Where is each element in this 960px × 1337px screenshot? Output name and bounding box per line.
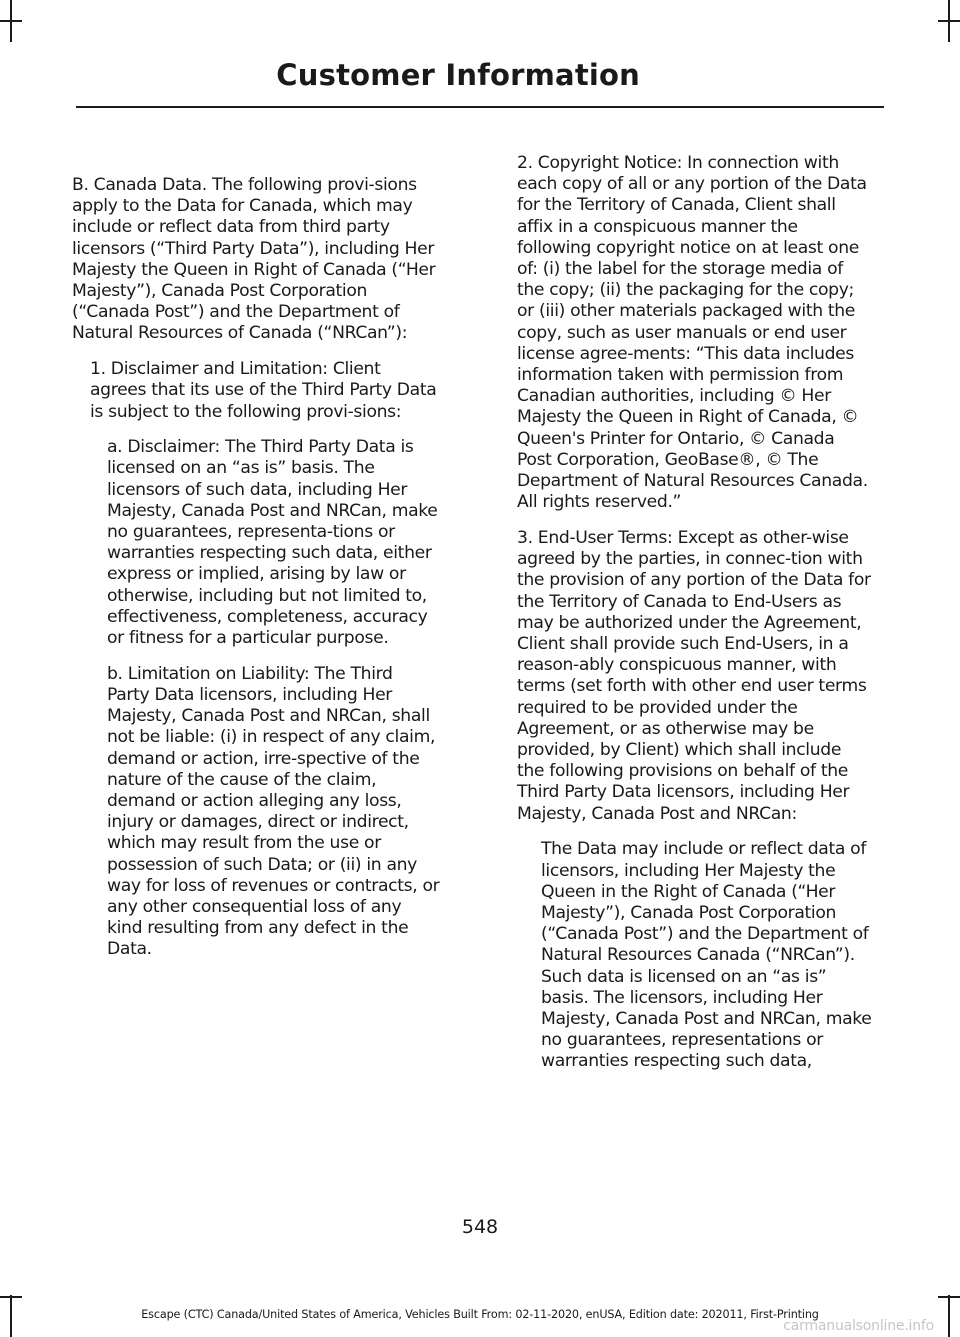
crop-mark-top-left-h (0, 20, 22, 22)
limitation-on-liability-paragraph: b. Limitation on Liability: The Third Party Data licensors, including Her Majesty, Canada Post and NRCan, shall not be liable: (i) in respect of any claim, demand or action, irre-spective of the nature of the cause of the claim, demand or action alleging any loss, injury or damages, direct or indirect, which may result from the use or possession of such Data; or (ii) in any way for loss of revenues or contracts, or any other consequential loss of any kind resulting from any defect in the Data. (107, 663, 440, 960)
crop-mark-bottom-right-h (938, 1296, 960, 1298)
header-divider (76, 106, 884, 108)
page-number: 548 (461, 1216, 499, 1238)
end-user-terms-paragraph: 3. End-User Terms: Except as other-wise agreed by the parties, in connec-tion with the provision of any portion of the Data for the Territory of Canada to End-Users as may be authorized under the Agreement, Client shall provide such End-Users, in a reason-ably conspicuous manner, with terms (set forth with other end user terms required to be provided under the Agreement, or as otherwise may be provided, by Client) which shall include the following provisions on behalf of the Third Party Data licensors, including Her Majesty, Canada Post and NRCan: (517, 527, 871, 824)
page-title: Customer Information (276, 58, 640, 92)
watermark: carmanualsonline.info (783, 1318, 934, 1334)
canada-data-intro: B. Canada Data. The following provi-sions apply to the Data for Canada, which may include or reflect data from third party licensors (“Third Party Data”), including Her Majesty the Queen in Right of Canada (“Her Majesty”), Canada Post Corporation (“Canada Post”) and the Department of Natural Resources of Canada (“NRCan”): (72, 175, 436, 344)
disclaimer-and-limitation: 1. Disclaimer and Limitation: Client agrees that its use of the Third Party Data is subject to the following provi-sions: (90, 359, 437, 422)
disclaimer-paragraph: a. Disclaimer: The Third Party Data is licensed on an “as is” basis. The licensors of such data, including Her Majesty, Canada Post and NRCan, make no guarantees, representa-tions or warranties respecting such data, either express or implied, arising by law or otherwise, including but not limited to, effectiveness, completeness, accuracy or fitness for a particular purpose. (107, 437, 438, 649)
crop-mark-top-right-h (938, 20, 960, 22)
copyright-notice-paragraph: 2. Copyright Notice: In connection with each copy of all or any portion of the Data for the Territory of Canada, Client shall affix in a conspicuous manner the following copyright notice on at least one of: (i) the label for the storage media of the copy; (ii) the packaging for the copy; or (iii) other materials packaged with the copy, such as user manuals or end user license agree-ments: “This data includes information taken with permission from Canadian authorities, including © Her Majesty the Queen in Right of Canada, © Queen's Printer for Ontario, © Canada Post Corporation, GeoBase®, © The Department of Natural Resources Canada. All rights reserved.” (517, 153, 868, 513)
left-column (72, 175, 440, 975)
crop-mark-bottom-left-h (0, 1296, 22, 1298)
footer-edition-info: Escape (CTC) Canada/United States of America, Vehicles Built From: 02-11-2020, enUSA, Edition date: 202011, First-Printing (141, 1308, 819, 1321)
right-column (517, 153, 873, 1087)
end-user-terms-quote: The Data may include or reflect data of licensors, including Her Majesty the Queen in the Right of Canada (“Her Majesty”), Canada Post Corporation (“Canada Post”) and the Department of Natural Resources Canada (“NRCan”). Such data is licensed on an “as is” basis. The licensors, including Her Majesty, Canada Post and NRCan, make no guarantees, representations or warranties respecting such data, (541, 839, 872, 1072)
